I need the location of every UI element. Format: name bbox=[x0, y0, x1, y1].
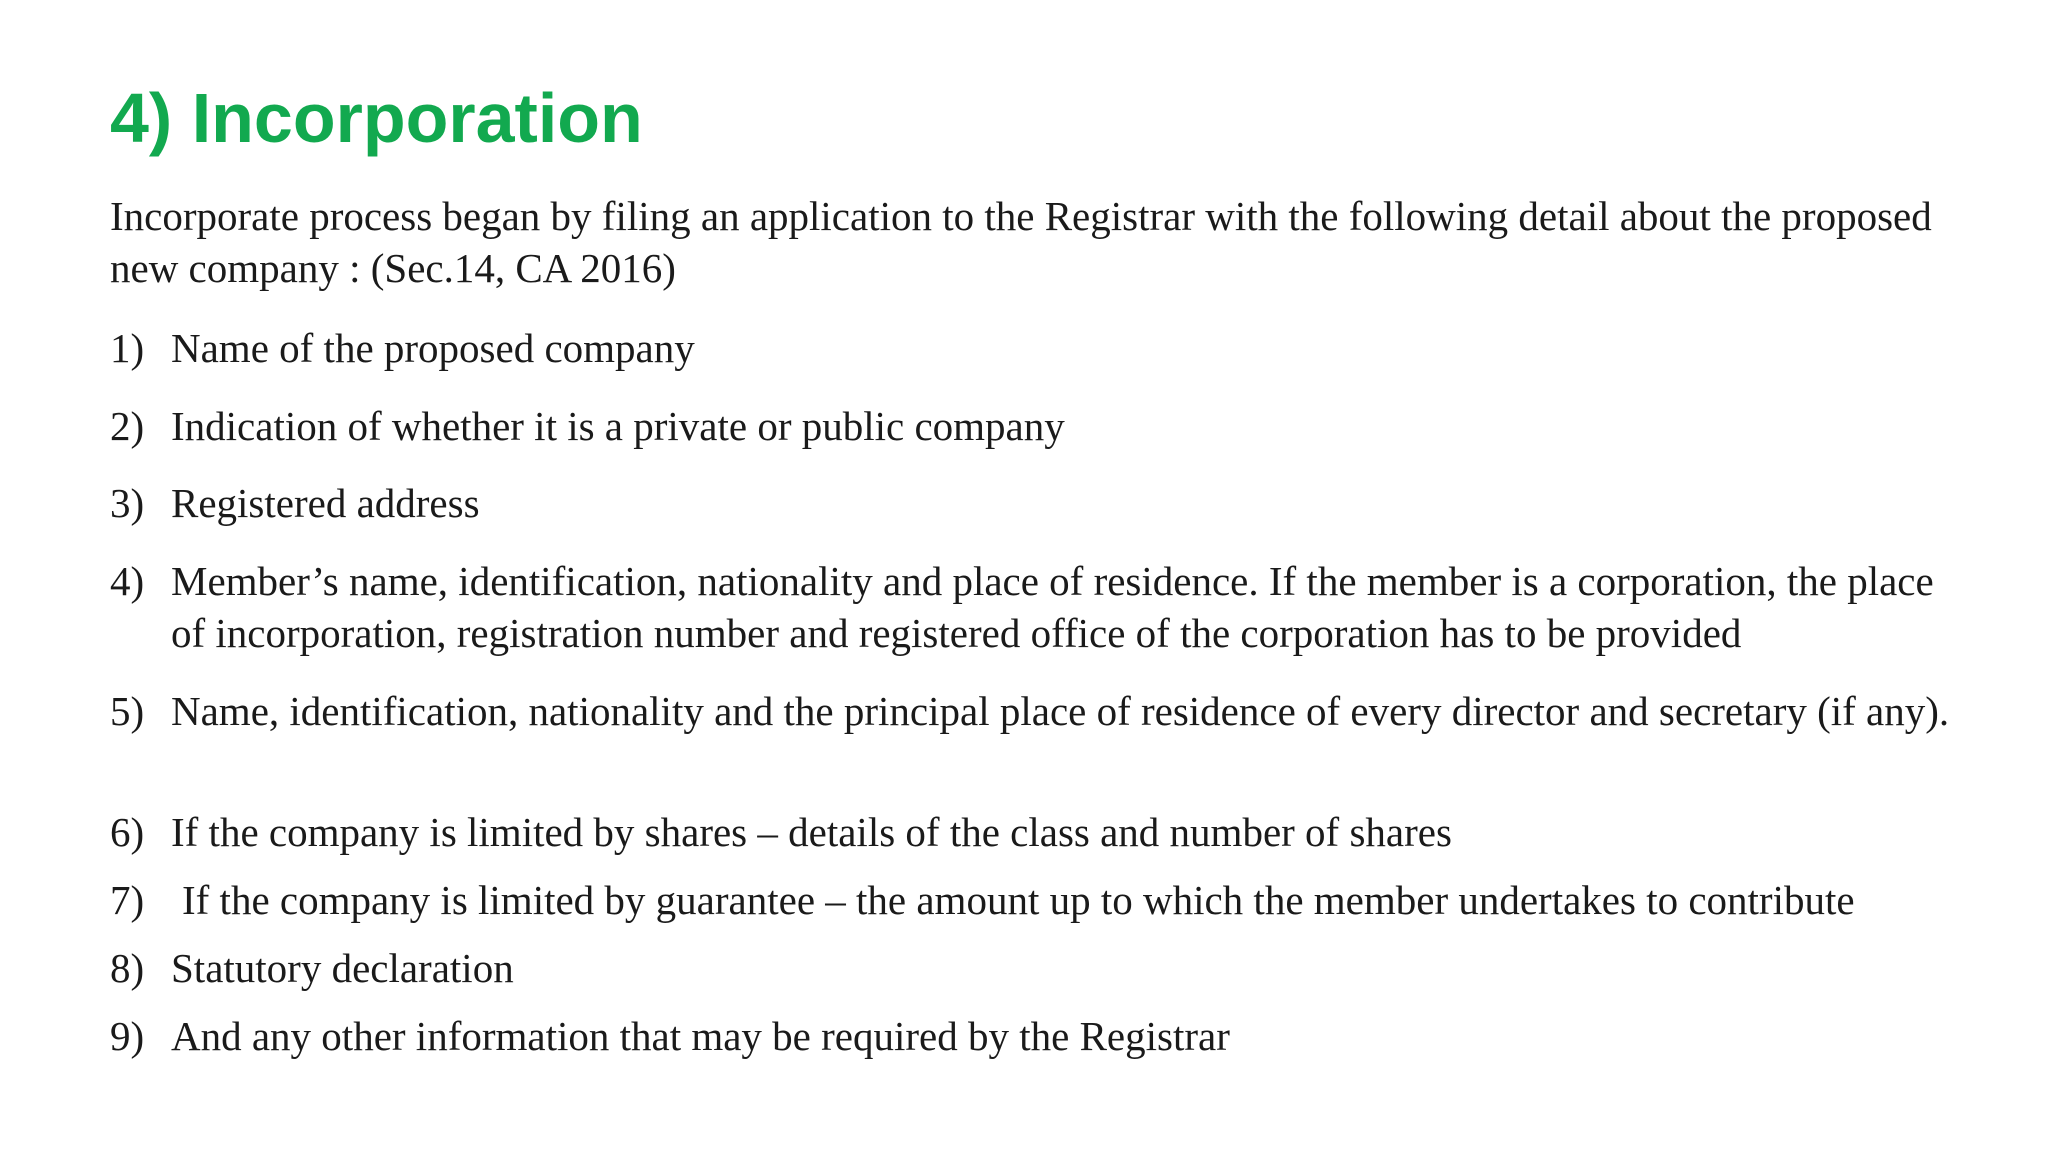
list-item bbox=[110, 400, 1950, 452]
list-item-number: 7) bbox=[110, 877, 145, 923]
list-item-number: 4) bbox=[110, 558, 145, 604]
list-item bbox=[110, 477, 1950, 529]
list-item-text: If the company is limited by shares – details of the class and number of shares bbox=[171, 809, 1452, 855]
list-item-number: 2) bbox=[110, 403, 145, 449]
list-item-number: 1) bbox=[110, 325, 145, 371]
list-item-text: Registered address bbox=[171, 480, 480, 526]
list-item bbox=[110, 685, 1950, 737]
list-item bbox=[110, 942, 1950, 994]
list-item-number: 6) bbox=[110, 809, 145, 855]
list-item bbox=[110, 322, 1950, 374]
list-item-number: 5) bbox=[110, 688, 145, 734]
list-item bbox=[110, 806, 1950, 858]
list-item-number: 8) bbox=[110, 945, 145, 991]
list-item-text: If the company is limited by guarantee – the amount up to which the member undertakes to contribute bbox=[182, 877, 1855, 923]
list-item-text: Name, identification, nationality and the principal place of residence of every director and secretary (if any). bbox=[171, 688, 1950, 734]
slide-title: 4) Incorporation bbox=[110, 79, 643, 157]
list-item-number: 9) bbox=[110, 1013, 145, 1059]
list-item-number: 3) bbox=[110, 480, 145, 526]
list-item-text: Statutory declaration bbox=[171, 945, 514, 991]
list-item bbox=[110, 555, 1950, 659]
intro-paragraph: Incorporate process began by filing an application to the Registrar with the following detail about the proposed new company : (Sec.14, CA 2016) bbox=[110, 193, 1932, 291]
list-item-text: Member’s name, identification, nationality and place of residence. If the member is a corporation, the place of incorporation, registration number and registered office of the corporation has to be provided bbox=[171, 558, 1934, 656]
list-item-text: Indication of whether it is a private or public company bbox=[171, 403, 1065, 449]
list-item bbox=[110, 1010, 1950, 1062]
list-item bbox=[110, 874, 1950, 926]
list-item-text: Name of the proposed company bbox=[171, 325, 695, 371]
list-item-text: And any other information that may be required by the Registrar bbox=[171, 1013, 1230, 1059]
